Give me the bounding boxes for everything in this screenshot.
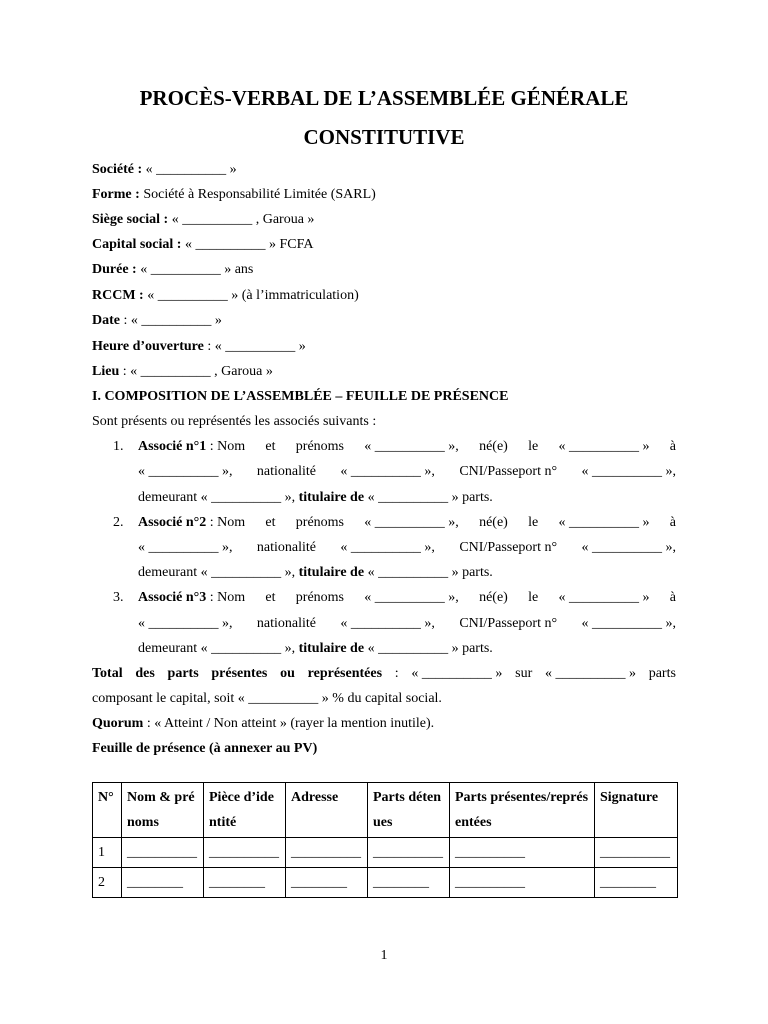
word: représentées (307, 666, 383, 681)
table-header-row (93, 783, 678, 838)
word: présentes (211, 666, 268, 681)
table-cell[interactable]: __________ (368, 838, 450, 868)
word: à (669, 515, 676, 530)
word: et (265, 439, 276, 454)
quorum-value: : « Atteint / Non atteint » (rayer la mention inutile). (146, 716, 435, 731)
associate-1-line1 (138, 437, 676, 457)
word: prénoms (295, 439, 344, 454)
word: « __________ », (581, 616, 676, 631)
line3-suffix: « __________ » parts. (367, 565, 493, 580)
table-row (93, 838, 678, 868)
word: : (394, 666, 399, 681)
word: « __________ », (138, 464, 233, 479)
capital-label: Capital social : (92, 237, 182, 252)
heure-value: : « __________ » (207, 339, 306, 354)
header-cell: Parts détenues (368, 783, 450, 838)
word: « __________ » (558, 590, 650, 605)
word: le (528, 439, 539, 454)
table-cell[interactable]: __________ (595, 838, 678, 868)
societe-value: « __________ » (145, 162, 237, 177)
word: « __________ », (364, 439, 459, 454)
lieu-label: Lieu (92, 364, 120, 379)
associate-2-line2 (138, 538, 676, 558)
header-cell: Parts présentes/représentées (450, 783, 595, 838)
word: « __________ », (581, 540, 676, 555)
word: et (265, 590, 276, 605)
word: « __________ » (558, 439, 650, 454)
word: prénoms (295, 515, 344, 530)
associate-label: Associé n°2 (138, 515, 207, 530)
associate-number: 1. (113, 439, 124, 454)
duree-line (92, 260, 676, 280)
word: « __________ » (544, 666, 636, 681)
total-line2: composant le capital, soit « __________ » % du capital social. (92, 691, 442, 706)
heure-line (92, 337, 676, 357)
duree-value: « __________ » ans (140, 262, 254, 277)
forme-line (92, 185, 676, 205)
feuille-heading: Feuille de présence (à annexer au PV) (92, 741, 318, 756)
word: : Nom (209, 439, 246, 454)
word: des (135, 666, 155, 681)
siege-line (92, 210, 676, 230)
quorum-line (92, 714, 676, 734)
word: nationalité (256, 616, 316, 631)
date-value: : « __________ » (123, 313, 222, 328)
page-number: 1 (380, 948, 388, 963)
word: CNI/Passeport n° (459, 540, 558, 555)
header-cell: Nom & prénoms (122, 783, 204, 838)
table-cell: 1 (93, 838, 122, 868)
lieu-line (92, 362, 676, 382)
table-cell[interactable]: __________ (122, 838, 204, 868)
word: Total (92, 666, 123, 681)
word: prénoms (295, 590, 344, 605)
table-row (93, 868, 678, 898)
word: à (669, 439, 676, 454)
header-cell: N° (93, 783, 122, 838)
forme-value: Société à Responsabilité Limitée (SARL) (143, 187, 376, 202)
line3-bold: titulaire de (298, 565, 365, 580)
line3-suffix: « __________ » parts. (367, 641, 493, 656)
header-cell: Signature (595, 783, 678, 838)
societe-line (92, 160, 676, 180)
word: né(e) (479, 439, 508, 454)
quorum-label: Quorum (92, 716, 144, 731)
word: « __________ », (364, 590, 459, 605)
capital-line (92, 235, 676, 255)
date-line (92, 311, 676, 331)
doc-title-line1: PROCÈS-VERBAL DE L’ASSEMBLÉE GÉNÉRALE (139, 86, 629, 110)
associate-3-line2 (138, 614, 676, 634)
table-cell: 2 (93, 868, 122, 898)
word: « __________ », (138, 540, 233, 555)
word: « __________ », (138, 616, 233, 631)
date-label: Date (92, 313, 120, 328)
rccm-line (92, 286, 676, 306)
societe-label: Société : (92, 162, 143, 177)
associate-1-line2 (138, 462, 676, 482)
line3-bold: titulaire de (298, 490, 365, 505)
line3-prefix: demeurant « __________ », (138, 490, 296, 505)
associate-3-line1 (138, 588, 676, 608)
word: « __________ », (581, 464, 676, 479)
word: « __________ », (340, 464, 435, 479)
lieu-value: : « __________ , Garoua » (122, 364, 273, 379)
table-cell[interactable]: ________ (368, 868, 450, 898)
table-cell[interactable]: ________ (595, 868, 678, 898)
line3-prefix: demeurant « __________ », (138, 641, 296, 656)
line3-bold: titulaire de (298, 641, 365, 656)
rccm-value: « __________ » (à l’immatriculation) (147, 288, 359, 303)
rccm-label: RCCM : (92, 288, 144, 303)
word: « __________ », (340, 616, 435, 631)
word: nationalité (256, 540, 316, 555)
word: parts (167, 666, 199, 681)
word: nationalité (256, 464, 316, 479)
duree-label: Durée : (92, 262, 137, 277)
section-intro: Sont présents ou représentés les associés suivants : (92, 414, 377, 429)
table-cell[interactable]: ________ (122, 868, 204, 898)
word: « __________ » (558, 515, 650, 530)
word: : Nom (209, 515, 246, 530)
capital-value: « __________ » FCFA (184, 237, 314, 252)
line3-suffix: « __________ » parts. (367, 490, 493, 505)
associate-number: 2. (113, 515, 124, 530)
word: ou (280, 666, 295, 681)
word: né(e) (479, 590, 508, 605)
table-cell[interactable]: ________ (286, 868, 368, 898)
word: le (528, 590, 539, 605)
section-heading: I. COMPOSITION DE L’ASSEMBLÉE – FEUILLE DE PRÉSENCE (92, 389, 509, 404)
associate-1-line3 (138, 488, 676, 508)
table-cell[interactable]: __________ (450, 868, 595, 898)
heure-label: Heure d’ouverture (92, 339, 204, 354)
doc-title-line2: CONSTITUTIVE (303, 125, 465, 149)
siege-value: « __________ , Garoua » (171, 212, 315, 227)
total-line1 (92, 664, 676, 684)
table-cell[interactable]: ________ (204, 868, 286, 898)
word: né(e) (479, 515, 508, 530)
associate-3-line3 (138, 639, 676, 659)
word: à (669, 590, 676, 605)
associate-number: 3. (113, 590, 124, 605)
line3-prefix: demeurant « __________ », (138, 565, 296, 580)
table-cell[interactable]: __________ (204, 838, 286, 868)
word: le (528, 515, 539, 530)
word: « __________ », (364, 515, 459, 530)
word: sur (515, 666, 533, 681)
word: « __________ », (340, 540, 435, 555)
word: parts (648, 666, 676, 681)
word: CNI/Passeport n° (459, 616, 558, 631)
siege-label: Siège social : (92, 212, 169, 227)
associate-label: Associé n°1 (138, 439, 207, 454)
word: : Nom (209, 590, 246, 605)
associate-label: Associé n°3 (138, 590, 207, 605)
header-cell: Adresse (286, 783, 368, 838)
header-cell: Pièce d’identité (204, 783, 286, 838)
table-cell[interactable]: __________ (450, 838, 595, 868)
associate-2-line3 (138, 563, 676, 583)
word: et (265, 515, 276, 530)
word: CNI/Passeport n° (459, 464, 558, 479)
table-cell[interactable]: __________ (286, 838, 368, 868)
associate-2-line1 (138, 513, 676, 533)
word: « __________ » (411, 666, 503, 681)
presence-table (92, 782, 678, 898)
forme-label: Forme : (92, 187, 140, 202)
